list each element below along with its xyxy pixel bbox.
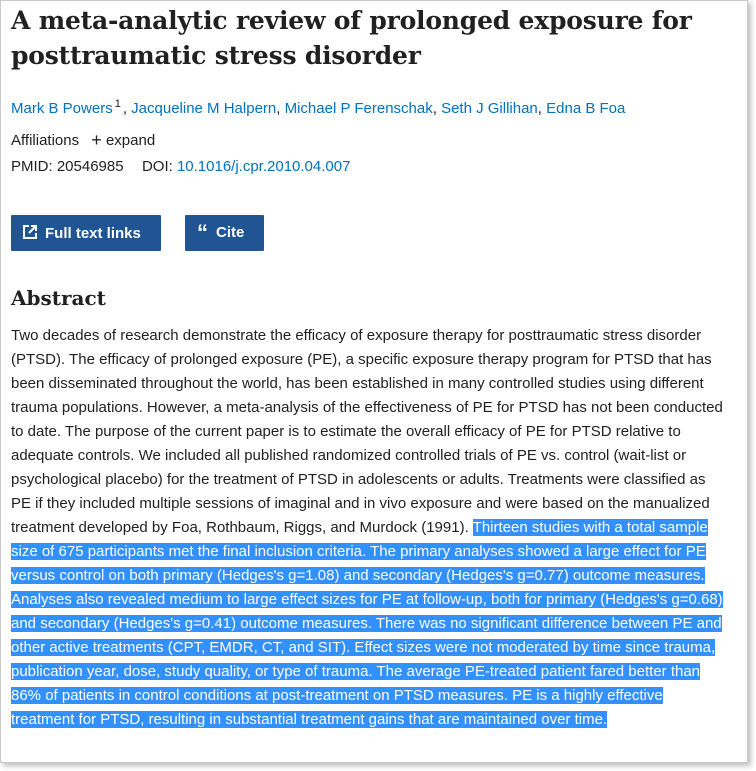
cite-label: Cite (216, 224, 245, 241)
expand-label: expand (105, 132, 156, 149)
doi-label: DOI: (141, 158, 173, 175)
pmid-value: 20546985 (56, 158, 124, 175)
author-link[interactable]: Michael P Ferenschak (284, 100, 433, 117)
author-link[interactable]: Mark B Powers (11, 100, 113, 117)
full-text-label: Full text links (45, 225, 141, 242)
abstract-text (11, 324, 727, 732)
author-separator: , (432, 100, 442, 117)
affiliation-marker[interactable]: 1 (114, 98, 121, 110)
cite-button[interactable] (185, 215, 264, 251)
identifiers-row (11, 156, 350, 178)
abstract-unselected-text: Two decades of research demonstrate the efficacy of exposure therapy for posttraumatic stress disorder (PTSD). The efficacy of prolonged exposure (PE), a specific exposure therapy program for PTSD that has been disseminated throughout the world, has been established in many controlled studies using different trauma populations. However, a meta-analysis of the effectiveness of PE for PTSD has not been conducted to date. The purpose of the current paper is to estimate the overall efficacy of PE for PTSD relative to adequate controls. We included all published randomized controlled trials of PE vs. control (wait-list or psychological placebo) for the treatment of PTSD in adolescents or adults. Treatments were classified as PE if they included multiple sessions of imaginal and in vivo exposure and were based on the manualized treatment developed by Foa, Rothbaum, Riggs, and Murdock (1991). (11, 327, 723, 536)
author-separator: , (276, 100, 285, 117)
author-link[interactable]: Edna B Foa (546, 100, 626, 117)
affiliations-expand[interactable] (83, 132, 155, 149)
abstract-selected-text: Thirteen studies with a total sample size of 675 participants met the final inclusion criteria. The primary analyses showed a large effect for PE versus control on both primary (Hedges's g=1.08) and secondary (Hedges's g=0.77) outcome measures. Analyses also revealed medium to large effect sizes for PE at follow-up, both for primary (Hedges's g=0.68) and secondary (Hedges's g=0.41) outcome measures. There was no significant difference between PE and other active treatments (CPT, EMDR, CT, and SIT). Effect sizes were not moderated by time since trauma, publication year, dose, study quality, or type of trauma. The average PE-treated patient fared better than 86% of patients in control conditions at post-treatment on PTSD measures. PE is a highly effective treatment for PTSD, resulting in substantial treatment gains that are maintained over time. (11, 519, 723, 728)
affiliations-label: Affiliations (11, 132, 80, 149)
author-separator: , (122, 100, 132, 117)
quote-icon: “ (197, 220, 208, 245)
author-list (11, 93, 731, 120)
full-text-links-button[interactable] (11, 215, 161, 251)
author-separator: , (537, 100, 547, 117)
abstract-heading: Abstract (11, 286, 106, 310)
author-link[interactable]: Jacqueline M Halpern (131, 100, 277, 117)
plus-icon: + (91, 130, 102, 150)
external-link-icon (23, 215, 37, 251)
pmid-label: PMID: (11, 158, 53, 175)
article-title: A meta-analytic review of prolonged exposure for posttraumatic stress disorder (11, 6, 692, 70)
author-link[interactable]: Seth J Gillihan (441, 100, 538, 117)
affiliations-row (11, 129, 155, 152)
doi-link[interactable]: 10.1016/j.cpr.2010.04.007 (176, 158, 351, 175)
